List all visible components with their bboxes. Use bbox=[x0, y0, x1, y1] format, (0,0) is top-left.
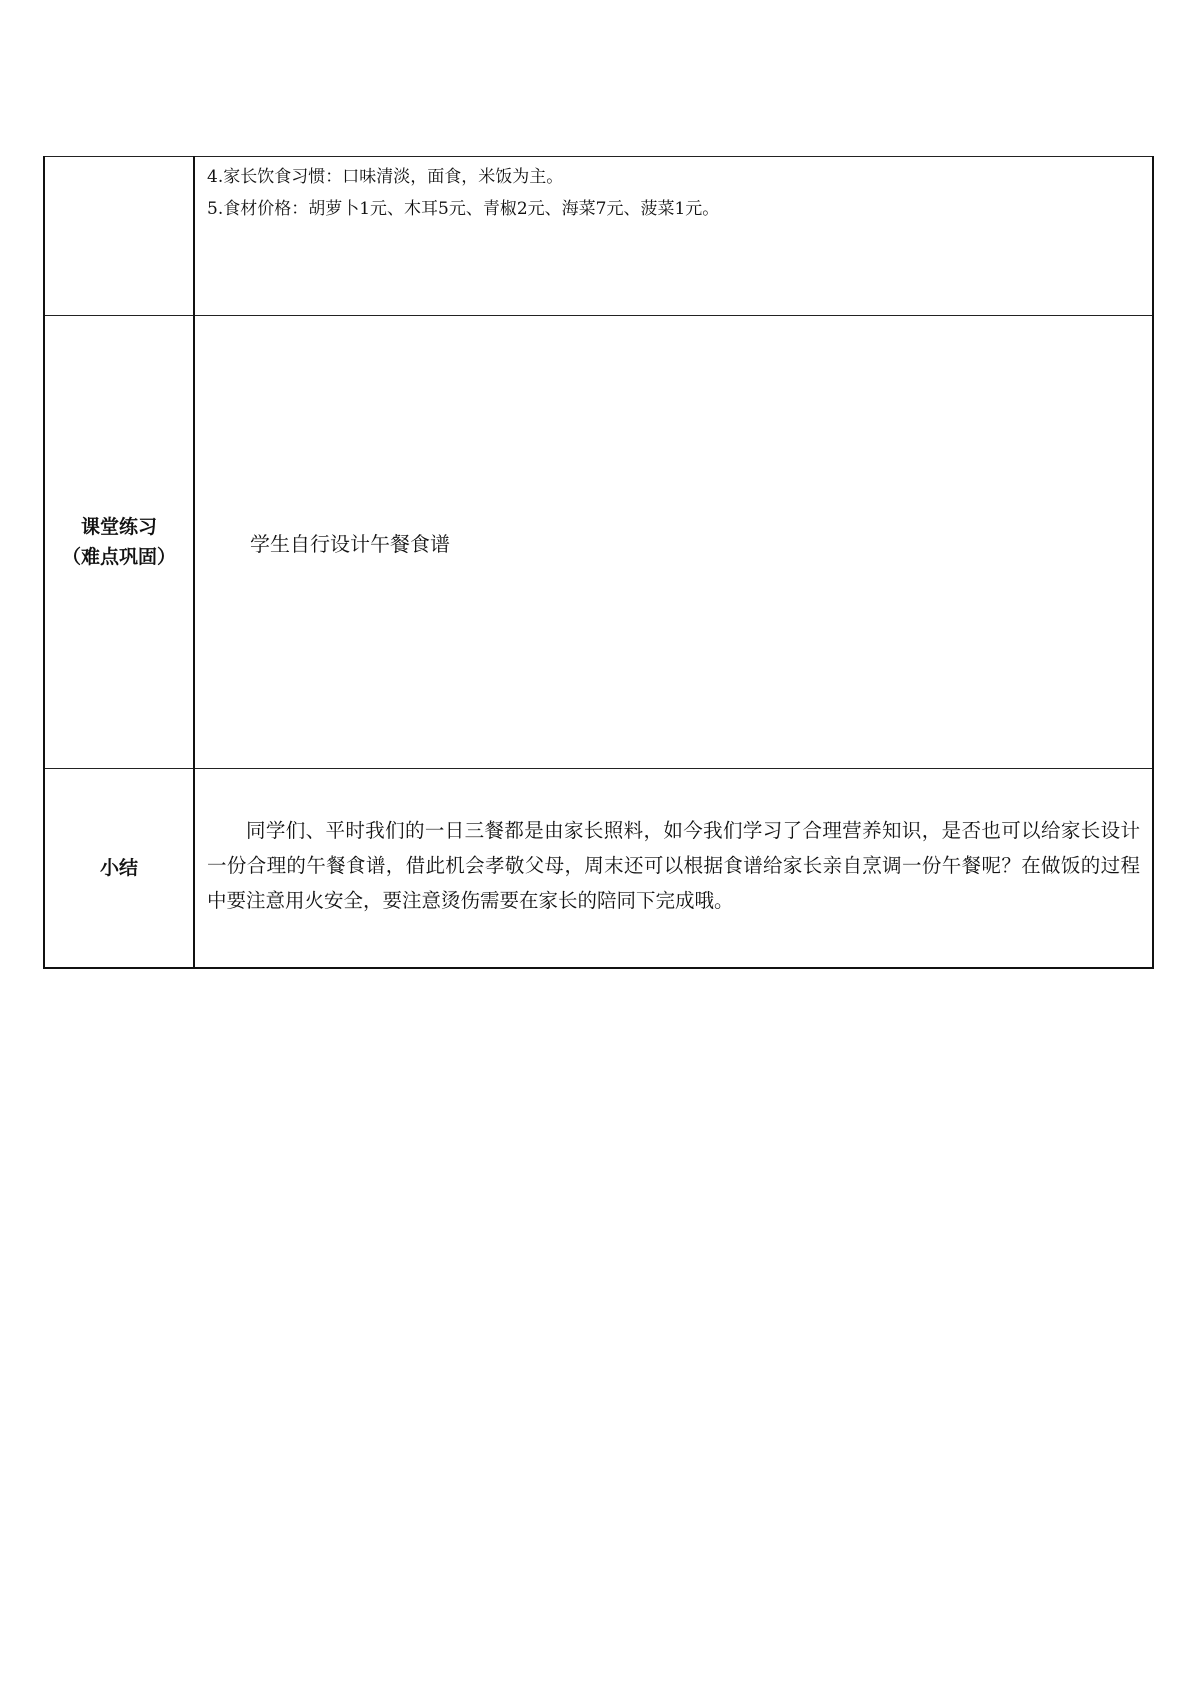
label-cell-practice bbox=[44, 316, 194, 769]
content-cell-practice bbox=[194, 316, 1153, 769]
ingredient-prices-line: 5.食材价格：胡萝卜1元、木耳5元、青椒2元、海菜7元、菠菜1元。 bbox=[207, 199, 720, 219]
table-row-food-info bbox=[44, 157, 1153, 316]
family-eating-habits-line: 4.家长饮食习惯：口味清淡，面食，米饭为主。 bbox=[207, 167, 564, 187]
practice-label: 课堂练习 bbox=[80, 516, 157, 538]
summary-text: 同学们、平时我们的一日三餐都是由家长照料，如今我们学习了合理营养知识，是否也可以给家长设计一份合理的午餐食谱，借此机会孝敬父母，周末还可以根据食谱给家长亲自烹调一份午餐呢？在做饭的过程中要注意用火安全，要注意烫伤需要在家长的陪同下完成哦。 bbox=[207, 818, 1140, 912]
lesson-plan-table bbox=[43, 156, 1154, 969]
content-cell-summary bbox=[194, 769, 1153, 969]
label-cell-empty bbox=[44, 157, 194, 316]
table-row-practice bbox=[44, 316, 1153, 769]
practice-text: 学生自行设计午餐食谱 bbox=[250, 531, 450, 556]
table-row-summary bbox=[44, 769, 1153, 969]
label-cell-summary bbox=[44, 769, 194, 969]
practice-sublabel: （难点巩固） bbox=[61, 546, 176, 568]
content-cell-food-info bbox=[194, 157, 1153, 316]
summary-label: 小结 bbox=[99, 857, 138, 879]
